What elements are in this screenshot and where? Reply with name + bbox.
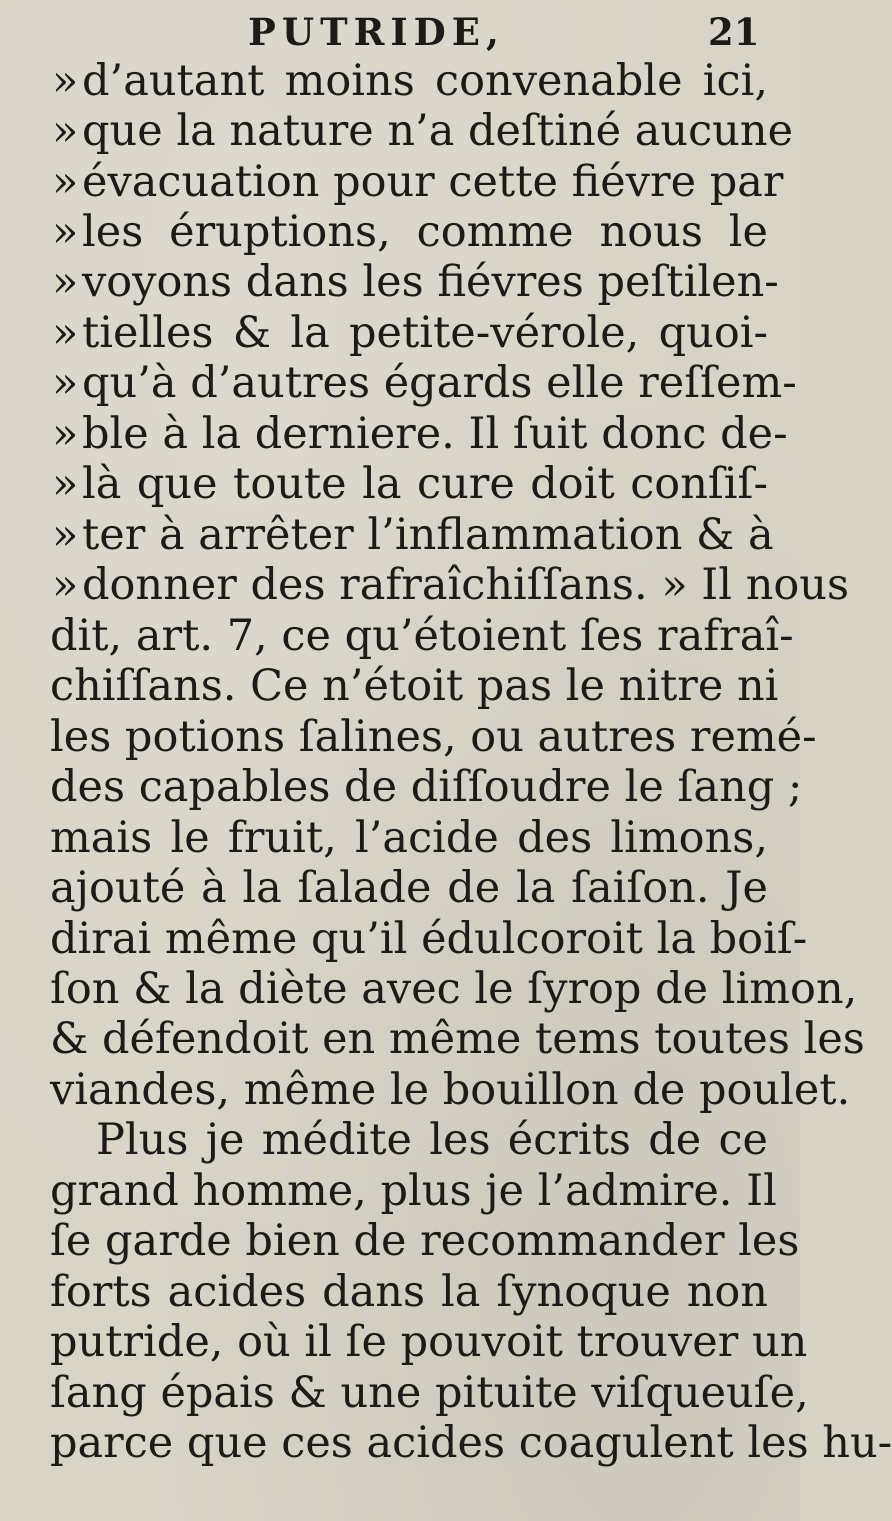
text-line <box>52 354 797 412</box>
line-text: les potions ſalines, ou autres remé- <box>50 712 817 762</box>
line-text: les éruptions, comme nous le <box>82 207 768 257</box>
quote-mark: » <box>52 207 79 257</box>
line-text: dirai même qu’il édulcoroit la boiſ- <box>50 914 808 964</box>
line-text: ble à la derniere. Il ſuit donc de- <box>82 409 788 459</box>
quote-mark: » <box>52 510 79 560</box>
quote-mark: » <box>52 459 79 509</box>
line-text: d’autant moins convenable ici, <box>82 56 768 106</box>
page-number: 21 <box>708 10 760 54</box>
text-line <box>50 1212 800 1270</box>
quote-mark: » <box>52 257 79 307</box>
text-line <box>50 859 768 917</box>
text-line <box>50 657 779 715</box>
line-text: grand homme, plus je l’admire. Il <box>50 1166 777 1216</box>
text-line <box>50 1313 808 1371</box>
line-text: Plus je médite les écrits de ce <box>96 1115 768 1165</box>
text-line <box>52 455 768 513</box>
text-line <box>50 1414 892 1472</box>
quote-mark: » <box>52 308 79 358</box>
line-text: putride, où il ſe pouvoit trouver un <box>50 1317 808 1367</box>
quote-mark: » <box>52 56 79 106</box>
line-text: voyons dans les fiévres peſtilen- <box>82 257 779 307</box>
text-line <box>52 102 794 160</box>
quote-mark: » <box>52 157 79 207</box>
line-text: parce que ces acides coagulent les hu- <box>50 1418 892 1468</box>
line-text: mais le fruit, l’acide des limons, <box>50 813 768 863</box>
running-title: PUTRIDE, <box>248 10 505 54</box>
line-text: dit, art. 7, ce qu’étoient ſes rafraî- <box>50 611 794 661</box>
line-text: ajouté à la ſalade de la ſaiſon. Je <box>50 863 768 913</box>
line-text: là que toute la cure doit conſiſ- <box>82 459 768 509</box>
line-text: ſang épais & une pituite viſqueuſe, <box>50 1368 809 1418</box>
running-head <box>0 4 800 52</box>
line-text: & défendoit en même tems toutes les <box>50 1014 865 1064</box>
line-text: ſon & la diète avec le ſyrop de limon, <box>50 964 858 1014</box>
quote-mark: » <box>52 409 79 459</box>
text-line <box>50 1010 865 1068</box>
text-line <box>52 253 779 311</box>
line-text: qu’à d’autres égards elle reſſem- <box>82 358 797 408</box>
text-line <box>52 556 850 614</box>
line-text: évacuation pour cette fiévre par <box>82 157 784 207</box>
line-text: ter à arrêter l’inflammation & à <box>82 510 774 560</box>
quote-mark: » <box>52 560 79 610</box>
line-text: ſe garde bien de recommander les <box>50 1216 800 1266</box>
line-text: chiſſans. Ce n’étoit pas le nitre ni <box>50 661 779 711</box>
line-text: que la nature n’a deſtiné aucune <box>82 106 794 156</box>
quote-mark: » <box>52 358 79 408</box>
quote-mark: » <box>52 106 79 156</box>
text-line <box>96 1111 768 1169</box>
line-text: donner des rafraîchiſſans. » Il nous <box>82 560 850 610</box>
line-text: des capables de diſſoudre le ſang ; <box>50 762 803 812</box>
line-text: viandes, même le bouillon de poulet. <box>50 1065 851 1115</box>
text-line <box>50 758 803 816</box>
line-text: tielles & la petite-vérole, quoi- <box>82 308 768 358</box>
line-text: forts acides dans la ſynoque non <box>50 1267 768 1317</box>
